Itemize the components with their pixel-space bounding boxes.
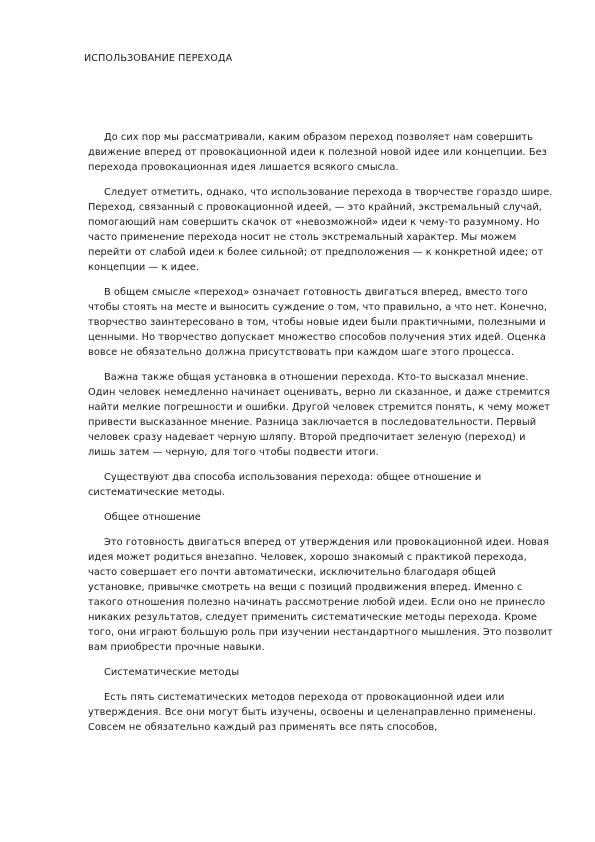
- section-heading-general-attitude: Общее отношение: [104, 512, 201, 523]
- paragraph-general-attitude: Это готовность двигаться вперед от утверждения или провокационной идеи. Новая идея может родиться внезапно. Человек, хорошо знакомый с практикой перехода, часто совершает его почти автоматически, исключительно благодаря общей установке, привычке смотреть на вещи с позиций продвижения вперед. Именно с такого отношения полезно начинать рассмотрение любой идеи. Если оно не принесло никаких результатов, следует применить систематические методы перехода. Кроме того, они играют большую роль при изучении нестандартного мышления. Это позволит вам приобрести прочные навыки.: [88, 537, 553, 653]
- paragraph-two-ways: Существуют два способа использования перехода: общее отношение и систематические методы.: [88, 472, 482, 498]
- document-title: ИСПОЛЬЗОВАНИЕ ПЕРЕХОДА: [84, 53, 233, 64]
- section-heading-systematic-methods: Систематические методы: [104, 667, 240, 678]
- paragraph-attitude: Важна также общая установка в отношении перехода. Кто-то высказал мнение. Один человек немедленно начинает оценивать, верно ли сказанное, и даже стремится найти мелкие погрешности и ошибки. Другой человек стремится понять, к чему может привести высказанное мнение. Разница заключается в последовательности. Первый человек сразу надевает черную шляпу. Второй предпочитает зеленую (переход) и лишь затем — черную, для того чтобы подвести итоги.: [88, 372, 551, 458]
- document-body: [88, 130, 554, 745]
- paragraph-general-meaning: В общем смысле «переход» означает готовность двигаться вперед, вместо того чтобы стоять на месте и выносить суждение о том, что правильно, а что нет. Конечно, творчество заинтересовано в том, чтобы новые идеи были практичными, полезными и ценными. Но творчество допускает множество способов получения этих идей. Оценка вовсе не обязательно должна присутствовать при каждом шаге этого процесса.: [88, 287, 547, 358]
- paragraph-scope: Следует отметить, однако, что использование перехода в творчестве гораздо шире. Переход, связанный с провокационной идеей, — это крайний, экстремальный случай, помогающий нам совершить скачок от «невозможной» идеи к чему-то разумному. Но часто применение перехода носит не столь экстремальный характер. Мы можем перейти от слабой идеи к более сильной; от предположения — к конкретной идее; от концепции — к идее.: [88, 187, 553, 273]
- paragraph-systematic-methods: Есть пять систематических методов перехода от провокационной идеи или утверждения. Все они могут быть изучены, освоены и целенаправленно применены. Совсем не обязательно каждый раз применять все пять способов,: [88, 692, 537, 733]
- paragraph-intro: До сих пор мы рассматривали, каким образом переход позволяет нам совершить движение вперед от провокационной идеи к полезной новой идее или концепции. Без перехода провокационная идея лишается всякого смысла.: [88, 132, 547, 173]
